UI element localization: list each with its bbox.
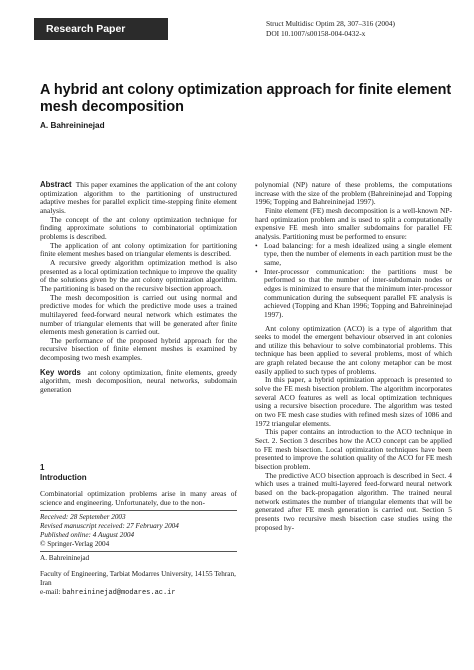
abstract-paragraph: The application of ant colony optimization for partitioning finite element meshes based on triangular elements is described. bbox=[40, 240, 237, 259]
section-title: Introduction bbox=[40, 473, 87, 482]
published-date: Published online: 4 August 2004 bbox=[40, 530, 135, 539]
footnote-divider bbox=[40, 510, 237, 511]
right-column bbox=[255, 181, 452, 532]
keywords-label: Key words bbox=[40, 367, 81, 377]
doi: DOI 10.1007/s00158-004-0432-x bbox=[266, 29, 366, 38]
abstract-paragraph: The concept of the ant colony optimization technique for finding approximate solutions to combinatorial optimization problems is described. bbox=[40, 214, 237, 241]
bullet-icon: • bbox=[255, 266, 258, 276]
author-name: A. Bahreininejad bbox=[40, 121, 105, 130]
abstract-paragraph: Abstract This paper examines the application of the ant colony optimization algorithm to the partitioning of unstructured adaptive meshes for parallel explicit time-stepping finite element analysis. bbox=[40, 180, 237, 215]
list-item: • Load balancing: for a mesh idealized using a single element type, then the number of elements in each partition must be the same, bbox=[255, 240, 452, 267]
received-date: Received: 28 September 2003 bbox=[40, 513, 126, 521]
abstract-paragraph: The mesh decomposition is carried out using normal and predictive modes for which the predictive mode uses a trained multilayered feed-forward neural network which estimates the number of triangular elements that will be generated after finite elements mesh generation is carried out. bbox=[40, 292, 237, 337]
copyright: © Springer-Verlag 2004 bbox=[40, 539, 110, 548]
abstract-block bbox=[40, 181, 237, 395]
publication-history bbox=[40, 513, 240, 549]
journal-metadata bbox=[266, 19, 395, 39]
section-heading bbox=[40, 463, 237, 483]
paper-title: A hybrid ant colony optimization approach for finite element mesh decomposition bbox=[40, 82, 452, 115]
intro-paragraph: Combinatorial optimization problems arise in many areas of science and engineering. Unfortunately, due to the non- bbox=[40, 489, 237, 507]
footnote-author: A. Bahreininejad bbox=[40, 554, 90, 562]
abstract-paragraph: The performance of the proposed hybrid approach for the recursive bisection of finite element meshes is examined by decomposing two mesh examples. bbox=[40, 335, 237, 363]
requirements-list bbox=[255, 242, 452, 320]
body-paragraph: In this paper, a hybrid optimization approach is presented to solve the FE mesh bisection problem. The algorithm incorporates several ACO features as well as local optimization techniques using a recursive bisection procedure. The algorithm was tested on two FE mesh case studies with refined mesh sizes of 1086 and 1972 triangular elements. bbox=[255, 375, 452, 428]
body-paragraph: polynomial (NP) nature of these problems, the computations increase with the size of the problem (Bahreininejad and Topping 1996; Topping and Bahreininejad 1997). bbox=[255, 180, 452, 207]
body-paragraph: The predictive ACO bisection approach is described in Sect. 4 which uses a trained multi-layered feed-forward neural network based on the back-propagation algorithm. The trained neural network estimates the number of triangular elements that will be generated after FE mesh generation is carried out. Section 5 presents two recursive mesh bisection case studies using the proposed hy- bbox=[255, 470, 452, 532]
footnote-divider bbox=[40, 551, 237, 552]
affiliation: Faculty of Engineering, Tarbiat Modarres University, 14155 Tehran, Iran bbox=[40, 569, 236, 587]
author-affiliation bbox=[40, 554, 240, 598]
body-paragraph: Finite element (FE) mesh decomposition is a well-known NP-hard optimization problem and is used to split a computationally expensive FE mesh into smaller subdomains for parallel FE analysis. Partitioning must be performed to ensure: bbox=[255, 205, 452, 241]
body-paragraph: This paper contains an introduction to the ACO technique in Sect. 2. Section 3 describes how the ACO concept can be applied to FE mesh bisection. Local optimization techniques have been presented to improve the solution quality of the ACO for FE mesh bisection problem. bbox=[255, 427, 452, 471]
abstract-label: Abstract bbox=[40, 180, 72, 189]
abstract-paragraph: A recursive greedy algorithm optimization method is also presented as a local optimization technique to improve the quality of the solutions given by the ant colony optimization algorithm. The partitioning is based on the recursive bisection approach. bbox=[40, 257, 237, 293]
section-number: 1 bbox=[40, 463, 45, 472]
introduction-text bbox=[40, 490, 237, 507]
keywords: Key words ant colony optimization, finite elements, greedy algorithm, mesh decomposition, neural networks, subdomain generation bbox=[40, 367, 237, 395]
email-line: e-mail: bahreininejad@modares.ac.ir bbox=[40, 587, 176, 597]
email-link[interactable]: bahreininejad@modares.ac.ir bbox=[62, 588, 176, 597]
article-type-badge: Research Paper bbox=[34, 18, 168, 40]
bullet-icon: • bbox=[255, 240, 258, 250]
list-item: • Inter-processor communication: the partitions must be performed so that the number of inter-subdomain nodes or edges is minimized to ensure that the minimum inter-processor communication during the subsequent parallel FE analysis is achieved (Topping and Khan 1996; Topping and Bahreininejad 1997). bbox=[255, 266, 452, 319]
revised-date: Revised manuscript received: 27 February 2004 bbox=[40, 521, 179, 530]
journal-citation: Struct Multidisc Optim 28, 307–316 (2004) bbox=[266, 19, 395, 28]
body-paragraph: Ant colony optimization (ACO) is a type of algorithm that seeks to model the emergent behaviour observed in ant colonies and utilize this behaviour to solve combinatorial problems. This technique has been applied to several problems, most of which are graph related because the ant colony metaphor can be most easily applied to such types of problems. bbox=[255, 323, 452, 376]
